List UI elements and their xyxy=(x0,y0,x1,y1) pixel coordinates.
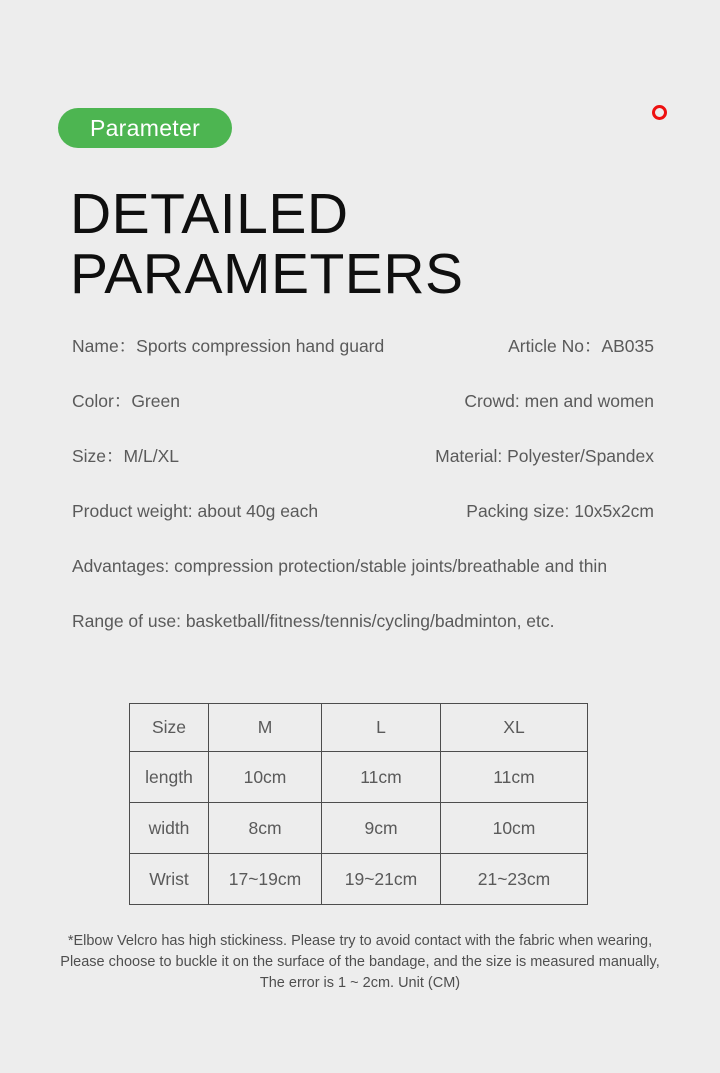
wrist-xl-value: 21~23cm xyxy=(441,854,588,905)
size-table xyxy=(129,703,588,905)
page-title xyxy=(70,184,464,304)
spec-article-no: Article No：AB035 xyxy=(508,336,654,356)
spec-row-name-article xyxy=(72,336,654,356)
spec-packing-size: Packing size: 10x5x2cm xyxy=(466,501,654,521)
width-xl-value: 10cm xyxy=(441,803,588,854)
footnote-line2: Please choose to buckle it on the surface of the bandage, and the size is measured manually, xyxy=(60,954,660,970)
wrist-m-value: 17~19cm xyxy=(209,854,322,905)
size-table-header-l: L xyxy=(322,704,441,752)
spec-row-advantages xyxy=(72,556,654,576)
length-m-value: 10cm xyxy=(209,752,322,803)
spec-advantages: Advantages: compression protection/stable joints/breathable and thin xyxy=(72,556,608,576)
width-m-value: 8cm xyxy=(209,803,322,854)
spec-weight: Product weight: about 40g each xyxy=(72,501,319,521)
length-xl-value: 11cm xyxy=(441,752,588,803)
spec-row-weight-packing xyxy=(72,501,654,521)
page-title-line1: DETAILED xyxy=(70,182,349,246)
table-row-wrist xyxy=(130,854,588,905)
width-l-value: 9cm xyxy=(322,803,441,854)
parameter-badge-label: Parameter xyxy=(89,114,201,141)
footnote-line3: The error is 1 ~ 2cm. Unit (CM) xyxy=(259,975,461,991)
spec-range-of-use: Range of use: basketball/fitness/tennis/cycling/badminton, etc. xyxy=(72,611,555,631)
footnote xyxy=(0,931,720,994)
page-title-line2: PARAMETERS xyxy=(70,242,464,306)
row-label-length: length xyxy=(130,752,209,803)
spec-material: Material: Polyester/Spandex xyxy=(435,446,654,466)
spec-crowd: Crowd: men and women xyxy=(464,391,654,411)
spec-row-range-of-use xyxy=(72,611,654,631)
table-row-width xyxy=(130,803,588,854)
size-table-header-xl: XL xyxy=(441,704,588,752)
parameter-badge xyxy=(58,108,232,148)
table-row-length xyxy=(130,752,588,803)
spec-color: Color：Green xyxy=(72,391,180,411)
spec-row-size-material xyxy=(72,446,654,466)
row-label-wrist: Wrist xyxy=(130,854,209,905)
spec-size: Size：M/L/XL xyxy=(72,446,179,466)
red-circle-icon xyxy=(652,105,667,120)
spec-product-name: Name：Sports compression hand guard xyxy=(72,336,385,356)
length-l-value: 11cm xyxy=(322,752,441,803)
footnote-line1: *Elbow Velcro has high stickiness. Please try to avoid contact with the fabric when wearing, xyxy=(67,933,653,949)
size-table-header-size: Size xyxy=(130,704,209,752)
size-table-header-row xyxy=(130,704,588,752)
spec-row-color-crowd xyxy=(72,391,654,411)
row-label-width: width xyxy=(130,803,209,854)
wrist-l-value: 19~21cm xyxy=(322,854,441,905)
spec-list xyxy=(72,336,654,666)
size-table-header-m: M xyxy=(209,704,322,752)
